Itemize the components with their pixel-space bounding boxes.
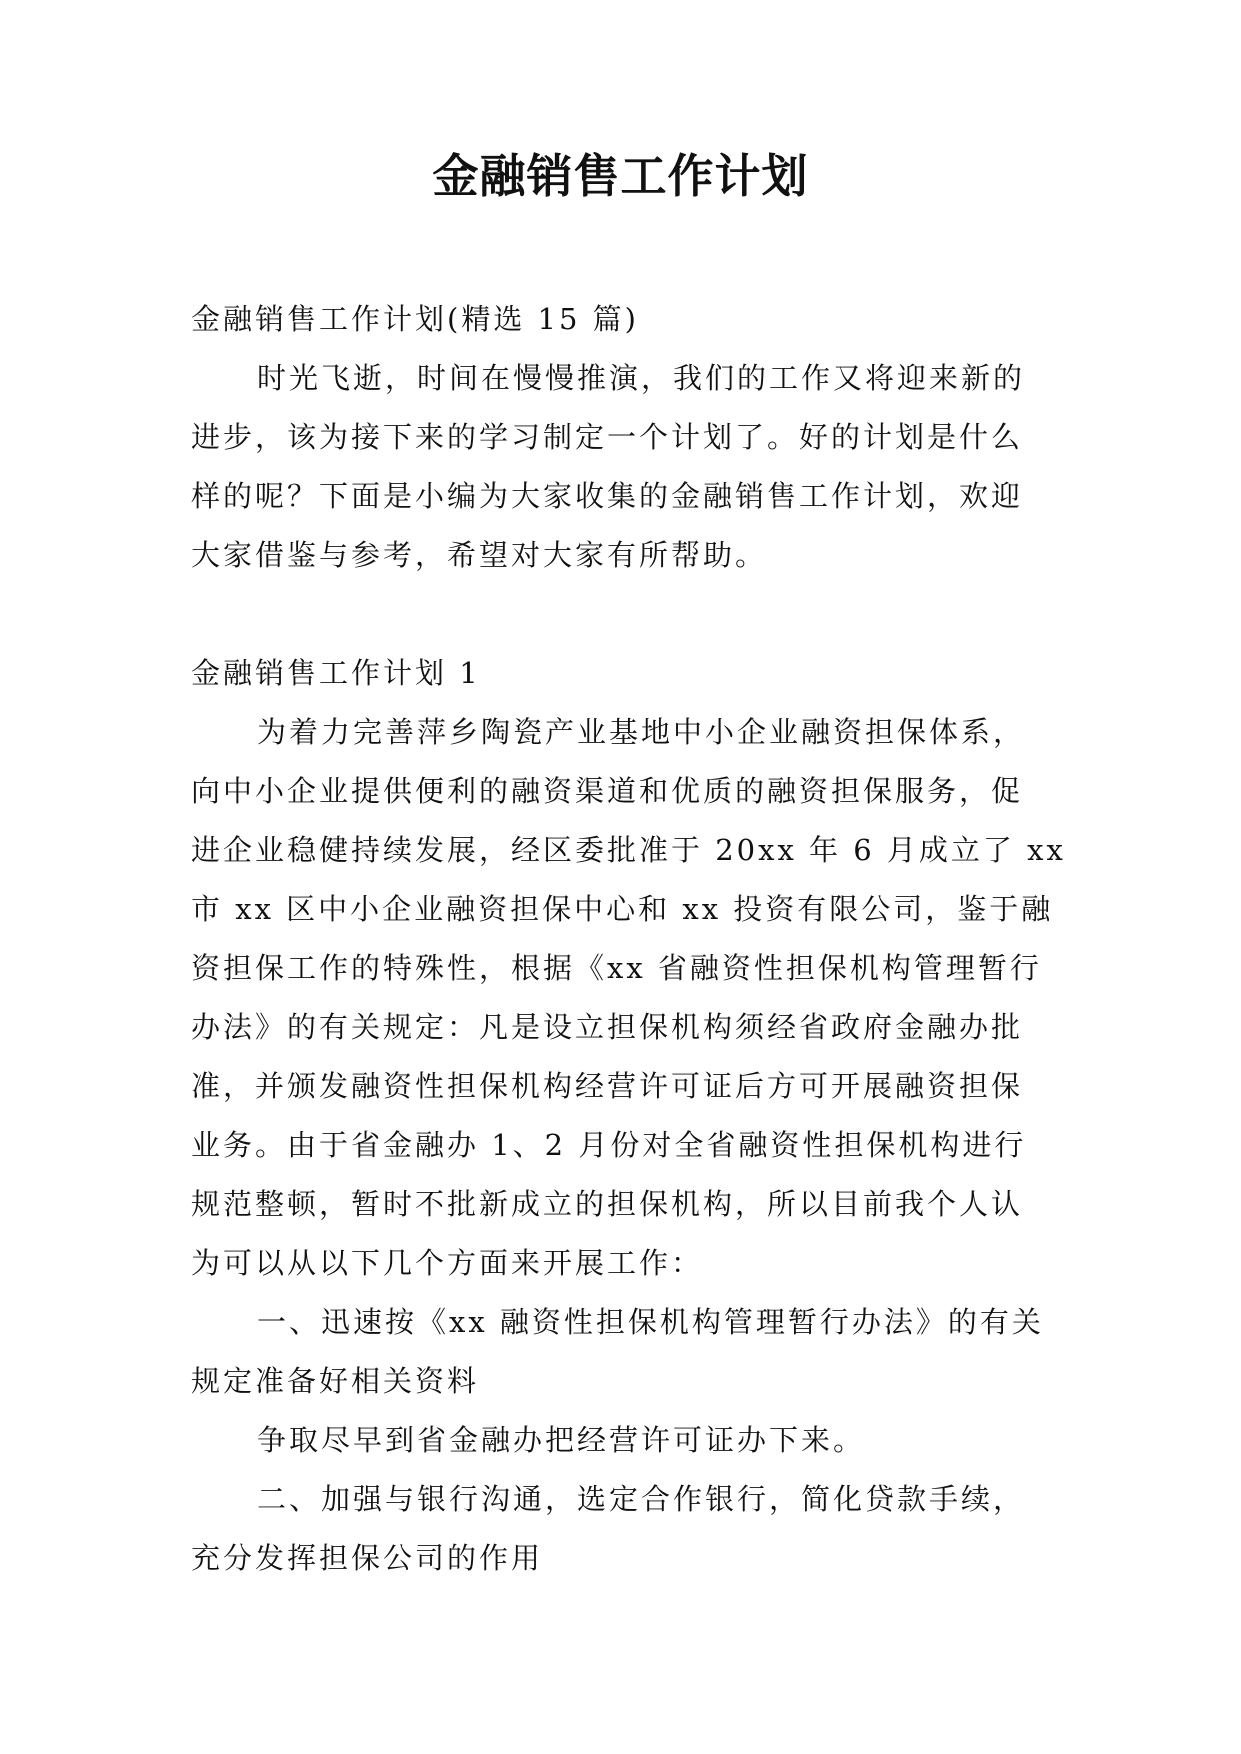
point1-follow: 争取尽早到省金融办把经营许可证办下来。: [257, 1423, 866, 1457]
point2-paragraph: [191, 1470, 1071, 1588]
section1-heading: 金融销售工作计划 1: [191, 656, 481, 690]
point1-paragraph: [191, 1293, 1071, 1411]
section1-line: 业务。由于省金融办 1、2 月份对全省融资性担保机构进行: [191, 1128, 1027, 1162]
section1-line: 资担保工作的特殊性，根据《xx 省融资性担保机构管理暂行: [191, 951, 1042, 985]
section1-line: 为着力完善萍乡陶瓷产业基地中小企业融资担保体系，: [257, 715, 1026, 749]
point2-line: 充分发挥担保公司的作用: [191, 1541, 544, 1575]
document-title: 金融销售工作计划: [432, 149, 809, 203]
intro-line: 大家借鉴与参考，希望对大家有所帮助。: [191, 538, 768, 572]
intro-line: 样的呢？下面是小编为大家收集的金融销售工作计划，欢迎: [191, 479, 1024, 513]
section1-line: 准，并颁发融资性担保机构经营许可证后方可开展融资担保: [191, 1069, 1024, 1103]
section1-line: 进企业稳健持续发展，经区委批准于 20xx 年 6 月成立了 xx: [191, 833, 1066, 867]
section1-line: 为可以从以下几个方面来开展工作：: [191, 1246, 704, 1280]
section1-line: 市 xx 区中小企业融资担保中心和 xx 投资有限公司，鉴于融: [191, 892, 1054, 926]
point1-line: 一、迅速按《xx 融资性担保机构管理暂行办法》的有关: [257, 1305, 1044, 1339]
point1-line: 规定准备好相关资料: [191, 1364, 480, 1398]
document-body: [191, 290, 1071, 1588]
document-subtitle: 金融销售工作计划(精选 15 篇): [191, 302, 639, 336]
intro-line: 时光飞逝，时间在慢慢推演，我们的工作又将迎来新的: [257, 361, 1026, 395]
intro-paragraph: [191, 349, 1071, 585]
paragraph-gap: [191, 585, 1071, 644]
section1-line: 办法》的有关规定：凡是设立担保机构须经省政府金融办批: [191, 1010, 1024, 1044]
intro-line: 进步，该为接下来的学习制定一个计划了。好的计划是什么: [191, 420, 1024, 454]
section1-line: 向中小企业提供便利的融资渠道和优质的融资担保服务，促: [191, 774, 1024, 808]
section1-paragraph: [191, 703, 1071, 1293]
section1-line: 规范整顿，暂时不批新成立的担保机构，所以目前我个人认: [191, 1187, 1024, 1221]
point2-line: 二、加强与银行沟通，选定合作银行，简化贷款手续，: [257, 1482, 1026, 1516]
